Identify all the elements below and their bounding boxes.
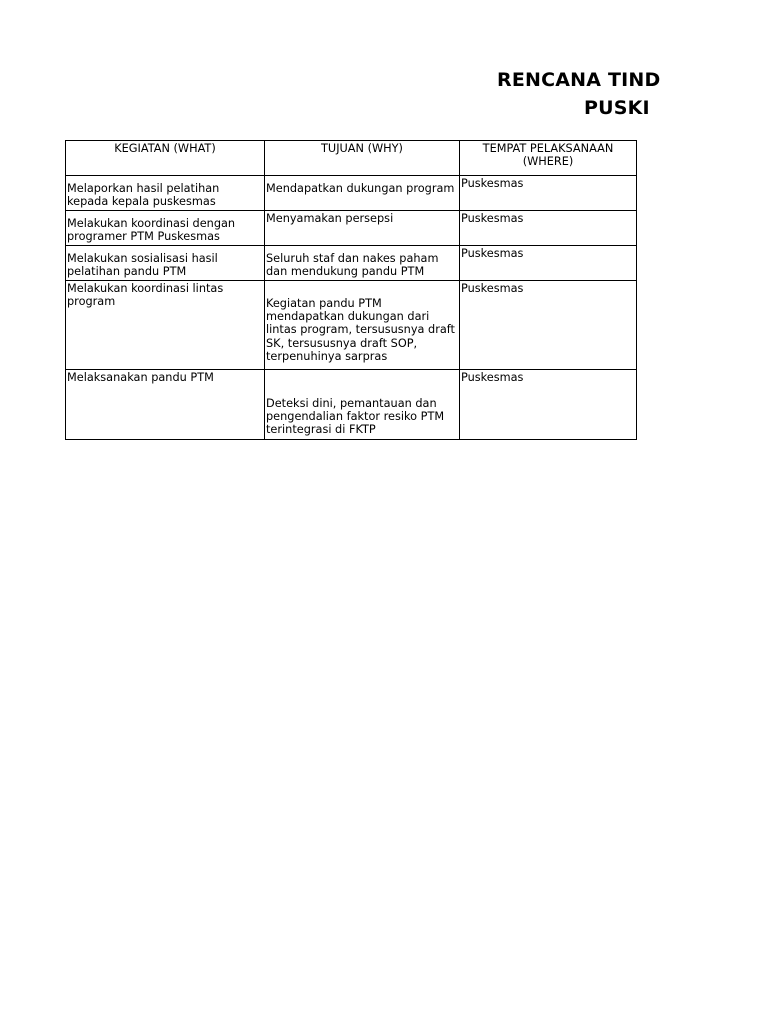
table-row bbox=[66, 281, 637, 370]
header-kegiatan: KEGIATAN (WHAT) bbox=[66, 141, 265, 176]
header-tujuan: TUJUAN (WHY) bbox=[265, 141, 460, 176]
document-title-line-1: RENCANA TIND bbox=[497, 69, 661, 91]
table-row bbox=[66, 370, 637, 440]
cell-kegiatan: Melakukan sosialisasi hasil pelatihan pandu PTM bbox=[66, 246, 265, 281]
cell-kegiatan: Melakukan koordinasi dengan programer PTM Puskesmas bbox=[66, 211, 265, 246]
cell-tujuan: Deteksi dini, pemantauan dan pengendalian faktor resiko PTM terintegrasi di FKTP bbox=[265, 370, 460, 440]
table-row bbox=[66, 211, 637, 246]
table-row bbox=[66, 176, 637, 211]
action-plan-table bbox=[65, 140, 637, 440]
cell-kegiatan: Melaksanakan pandu PTM bbox=[66, 370, 265, 440]
cell-tempat: Puskesmas bbox=[460, 211, 637, 246]
table-row bbox=[66, 246, 637, 281]
cell-kegiatan: Melaporkan hasil pelatihan kepada kepala puskesmas bbox=[66, 176, 265, 211]
cell-tujuan: Mendapatkan dukungan program bbox=[265, 176, 460, 211]
cell-tujuan: Kegiatan pandu PTM mendapatkan dukungan dari lintas program, tersususnya draft SK, tersususnya draft SOP, terpenuhinya sarpras bbox=[265, 281, 460, 370]
cell-tujuan: Seluruh staf dan nakes paham dan mendukung pandu PTM bbox=[265, 246, 460, 281]
cell-tempat: Puskesmas bbox=[460, 370, 637, 440]
cell-tempat: Puskesmas bbox=[460, 281, 637, 370]
cell-kegiatan: Melakukan koordinasi lintas program bbox=[66, 281, 265, 370]
cell-tempat: Puskesmas bbox=[460, 176, 637, 211]
table-header-row bbox=[66, 141, 637, 176]
header-tempat: TEMPAT PELAKSANAAN (WHERE) bbox=[460, 141, 637, 176]
cell-tujuan: Menyamakan persepsi bbox=[265, 211, 460, 246]
cell-tempat: Puskesmas bbox=[460, 246, 637, 281]
document-title-line-2: PUSKI bbox=[584, 97, 650, 119]
